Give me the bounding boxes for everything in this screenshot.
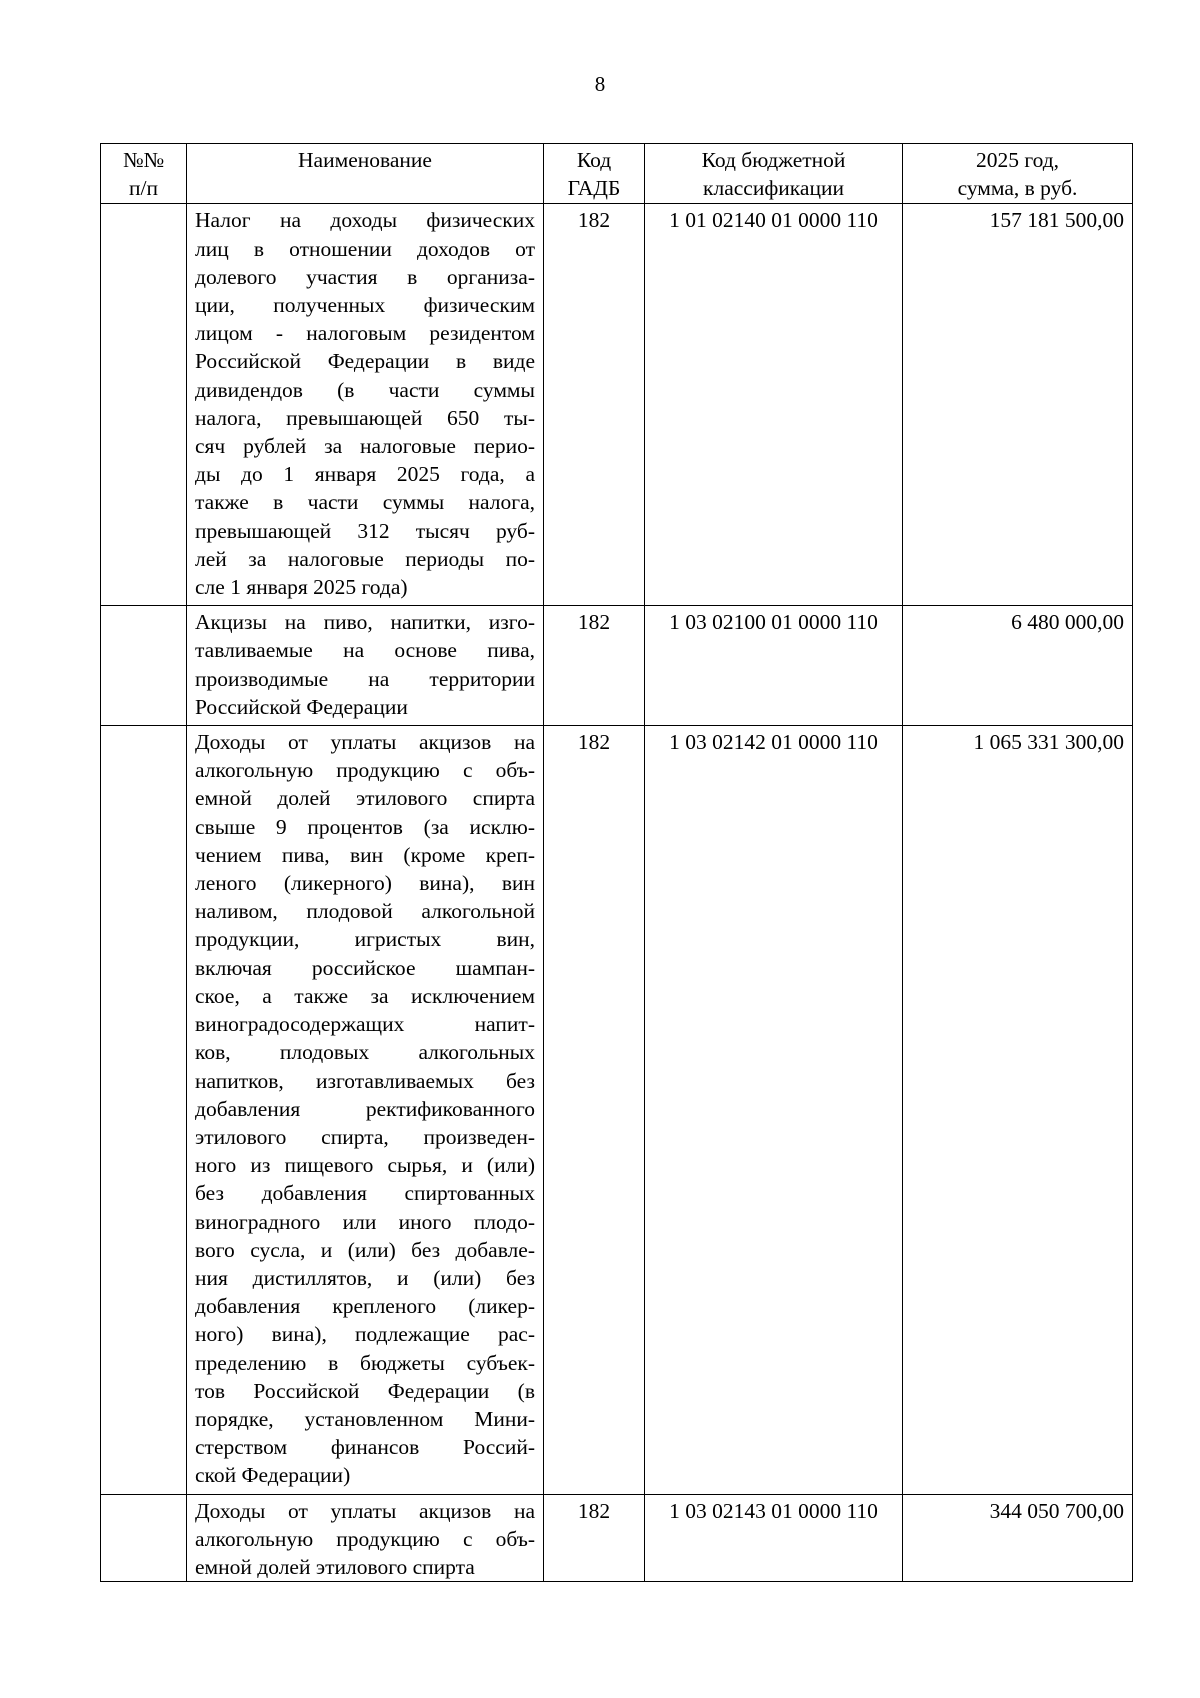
- name-line: виноградного или иного плодо-: [195, 1209, 535, 1234]
- header-row: [101, 144, 1133, 204]
- name-line: сле 1 января 2025 года): [195, 575, 408, 600]
- header-number: [101, 144, 187, 204]
- name-line: Российской Федерации: [195, 694, 408, 719]
- header-kbk-line2: классификации: [703, 176, 844, 201]
- row-kbk: 1 03 02142 01 0000 110: [645, 726, 903, 1494]
- name-line: этилового спирта, произведен-: [195, 1124, 535, 1149]
- name-line: чением пива, вин (кроме креп-: [195, 842, 535, 867]
- name-line: производимые на территории: [195, 666, 535, 691]
- row-name: [187, 204, 544, 606]
- row-kbk: 1 03 02100 01 0000 110: [645, 606, 903, 726]
- header-kbk-line1: Код бюджетной: [701, 148, 846, 172]
- header-name: [187, 144, 544, 204]
- name-line: вого сусла, и (или) без добавле-: [195, 1237, 535, 1262]
- row-kbk: 1 03 02143 01 0000 110: [645, 1494, 903, 1582]
- name-line: сяч рублей за налоговые перио-: [195, 434, 535, 459]
- table-row: [101, 204, 1133, 606]
- header-number-line1: №№: [122, 148, 165, 172]
- name-line: стерством финансов Россий-: [195, 1435, 535, 1460]
- name-line: Акцизы на пиво, напитки, изго-: [195, 610, 535, 635]
- header-sum: [903, 144, 1133, 204]
- name-line: емной долей этилового спирта: [195, 786, 535, 811]
- row-number: [101, 1494, 187, 1582]
- table-header: [101, 144, 1133, 204]
- name-line: тов Российской Федерации (в: [195, 1378, 535, 1403]
- name-line: Доходы от уплаты акцизов на: [195, 730, 535, 755]
- row-sum: 344 050 700,00: [903, 1494, 1133, 1582]
- name-line: леного (ликерного) вина), вин: [195, 871, 535, 896]
- name-line: ков, плодовых алкогольных: [195, 1040, 535, 1065]
- name-line: ного из пищевого сырья, и (или): [195, 1153, 535, 1178]
- header-number-line2: п/п: [129, 176, 158, 201]
- row-name: [187, 1494, 544, 1582]
- name-line: ния дистиллятов, и (или) без: [195, 1265, 535, 1290]
- name-line: ции, полученных физическим: [195, 293, 535, 318]
- header-gadb-line1: Код: [576, 148, 612, 172]
- row-gadb: 182: [544, 726, 645, 1494]
- name-line: продукции, игристых вин,: [195, 927, 535, 952]
- name-line: включая российское шампан-: [195, 955, 535, 980]
- page-number: 8: [594, 72, 606, 96]
- row-name: [187, 726, 544, 1494]
- name-line: тавливаемые на основе пива,: [195, 638, 535, 663]
- name-line: наливом, плодовой алкогольной: [195, 899, 535, 924]
- name-line: лиц в отношении доходов от: [195, 236, 535, 261]
- header-name-text: Наименование: [298, 148, 432, 172]
- name-line: лицом - налоговым резидентом: [195, 321, 535, 346]
- name-line: свыше 9 процентов (за исклю-: [195, 814, 535, 839]
- name-line: ды до 1 января 2025 года, а: [195, 462, 535, 487]
- row-number: [101, 204, 187, 606]
- revenue-table: [100, 143, 1133, 1582]
- row-gadb: 182: [544, 1494, 645, 1582]
- table-row: [101, 606, 1133, 726]
- name-line: Налог на доходы физических: [195, 208, 535, 233]
- row-name: [187, 606, 544, 726]
- name-line: ской Федерации): [195, 1463, 351, 1488]
- row-sum: 157 181 500,00: [903, 204, 1133, 606]
- row-gadb: 182: [544, 606, 645, 726]
- name-line: добавления ректификованного: [195, 1096, 535, 1121]
- header-sum-line1: 2025 год,: [975, 148, 1060, 172]
- row-number: [101, 726, 187, 1494]
- name-line: ного) вина), подлежащие рас-: [195, 1322, 535, 1347]
- header-kbk: [645, 144, 903, 204]
- name-line: дивидендов (в части суммы: [195, 377, 535, 402]
- name-line: налога, превышающей 650 ты-: [195, 405, 535, 430]
- name-line: ское, а также за исключением: [195, 983, 535, 1008]
- name-line: добавления крепленого (ликер-: [195, 1294, 535, 1319]
- header-gadb: [544, 144, 645, 204]
- name-line: виноградосодержащих напит-: [195, 1012, 535, 1037]
- name-line: долевого участия в организа-: [195, 264, 535, 289]
- table-row: [101, 726, 1133, 1494]
- name-line: без добавления спиртованных: [195, 1181, 535, 1206]
- row-number: [101, 606, 187, 726]
- name-line: превышающей 312 тысяч руб-: [195, 518, 535, 543]
- name-line: алкогольную продукцию с объ-: [195, 1526, 535, 1551]
- table-row: [101, 1494, 1133, 1582]
- name-line: также в части суммы налога,: [195, 490, 535, 515]
- name-line: Доходы от уплаты акцизов на: [195, 1498, 535, 1523]
- row-sum: 1 065 331 300,00: [903, 726, 1133, 1494]
- name-line: Российской Федерации в виде: [195, 349, 535, 374]
- row-sum: 6 480 000,00: [903, 606, 1133, 726]
- name-line: напитков, изготавливаемых без: [195, 1068, 535, 1093]
- name-line: алкогольную продукцию с объ-: [195, 758, 535, 783]
- header-sum-line2: сумма, в руб.: [957, 176, 1078, 201]
- name-line: лей за налоговые периоды по-: [195, 546, 535, 571]
- name-line: емной долей этилового спирта: [195, 1554, 475, 1579]
- row-gadb: 182: [544, 204, 645, 606]
- header-gadb-line2: ГАДБ: [567, 176, 621, 201]
- table-body: [101, 204, 1133, 1582]
- name-line: порядке, установленном Мини-: [195, 1406, 535, 1431]
- name-line: пределению в бюджеты субъек-: [195, 1350, 535, 1375]
- row-kbk: 1 01 02140 01 0000 110: [645, 204, 903, 606]
